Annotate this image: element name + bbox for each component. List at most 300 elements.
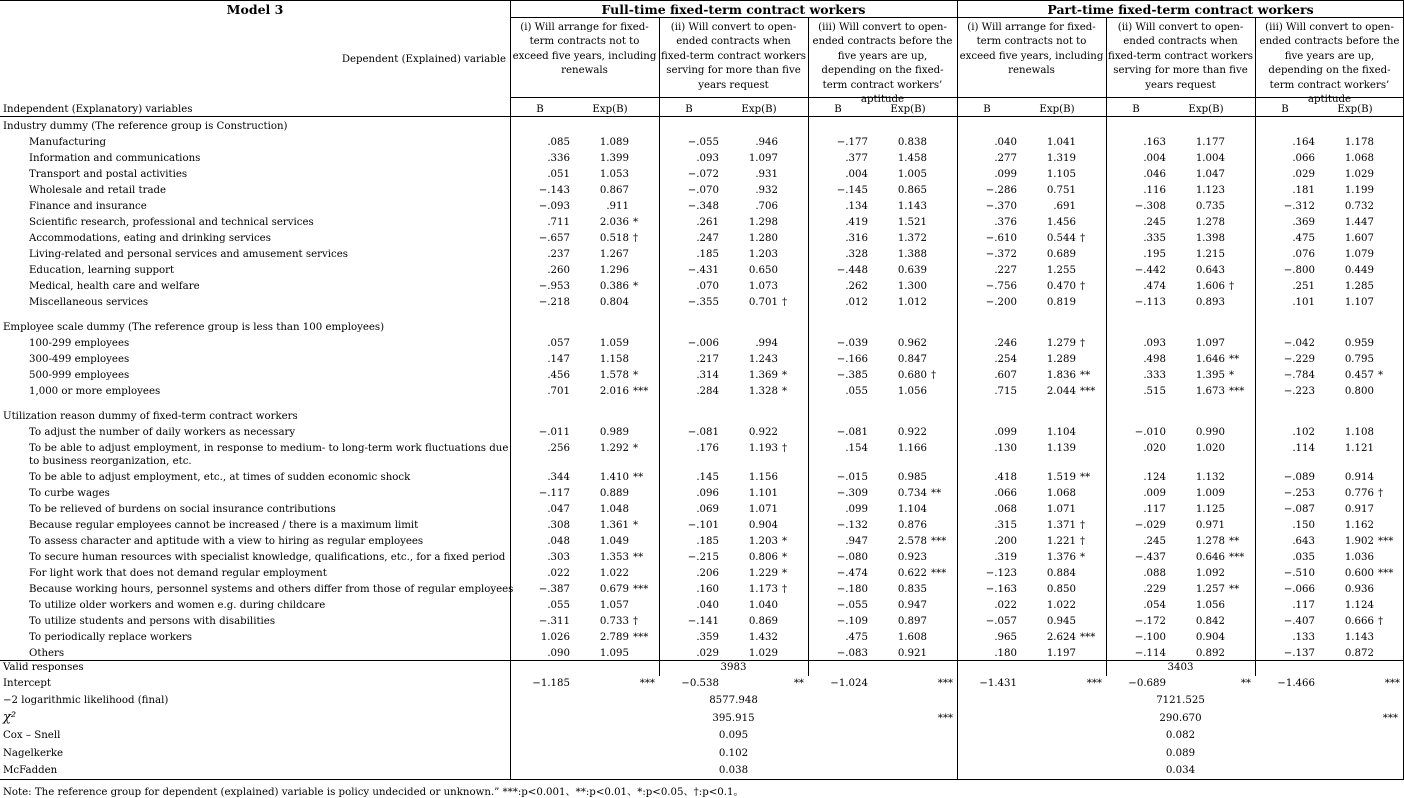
row-label: 100-299 employees bbox=[29, 338, 130, 349]
coef-expb: 2.016 bbox=[599, 386, 629, 397]
coef-b: .947 bbox=[845, 536, 868, 547]
coef-expb: 1.107 bbox=[1344, 297, 1374, 308]
coef-expb: 0.959 bbox=[1344, 338, 1374, 349]
group-label: Utilization reason dummy of fixed-term contract workers bbox=[3, 411, 298, 422]
row-label: To secure human resources with specialist knowledge, qualifications, etc., for a fixed period bbox=[29, 552, 506, 563]
significance: * bbox=[1080, 552, 1086, 563]
coef-b: .022 bbox=[547, 568, 570, 579]
coef-b: .715 bbox=[994, 386, 1017, 397]
coef-expb: 0.795 bbox=[1344, 354, 1374, 365]
coef-expb: 1.229 bbox=[748, 568, 778, 579]
coef-expb: 1.298 bbox=[748, 217, 778, 228]
coef-b: −.163 bbox=[985, 584, 1017, 595]
coef-expb: 1.458 bbox=[897, 153, 927, 164]
coef-expb: 2.044 bbox=[1046, 386, 1076, 397]
coef-b: .181 bbox=[1292, 185, 1315, 196]
coef-expb: 1.071 bbox=[748, 504, 778, 515]
significance: * bbox=[633, 520, 639, 531]
coef-expb: 1.068 bbox=[1046, 488, 1076, 499]
column-header: (ii) Will convert to open-ended contracts when fixed-term contract workers serving for more than five years request bbox=[661, 22, 806, 91]
coef-b: −.953 bbox=[538, 281, 570, 292]
coef-b: −.143 bbox=[538, 185, 570, 196]
significance: * bbox=[782, 552, 788, 563]
coef-b: .251 bbox=[1292, 281, 1315, 292]
chi-value: 290.670 bbox=[1159, 712, 1202, 724]
coef-b: −.348 bbox=[687, 201, 719, 212]
significance: * bbox=[633, 443, 639, 454]
coef-expb: 0.914 bbox=[1344, 472, 1374, 483]
expb-header: Exp(B) bbox=[1337, 104, 1373, 115]
column-divider bbox=[510, 0, 511, 779]
coef-expb: 0.884 bbox=[1046, 568, 1076, 579]
coef-b: .117 bbox=[1292, 600, 1315, 611]
coef-expb: 0.689 bbox=[1046, 249, 1076, 260]
coef-b: −.114 bbox=[1134, 648, 1166, 659]
significance: † bbox=[782, 584, 788, 595]
row-label: To utilize students and persons with disabilities bbox=[29, 616, 276, 627]
coef-expb: 1.040 bbox=[748, 600, 778, 611]
coef-expb: 1.673 bbox=[1195, 386, 1225, 397]
coef-expb: 1.089 bbox=[599, 137, 629, 148]
coef-b: .057 bbox=[547, 338, 570, 349]
mcf-value: 0.038 bbox=[718, 765, 749, 776]
significance: * bbox=[782, 386, 788, 397]
significance: † bbox=[1229, 281, 1235, 292]
coef-expb: 0.650 bbox=[748, 265, 778, 276]
coef-b: .185 bbox=[696, 536, 719, 547]
coef-expb: 1.279 bbox=[1046, 338, 1076, 349]
column-header: (i) Will arrange for fixed-term contracts not to exceed five years, including renewals bbox=[512, 22, 657, 77]
coef-b: −.011 bbox=[538, 427, 570, 438]
coef-b: −.072 bbox=[687, 169, 719, 180]
coef-b: .029 bbox=[696, 648, 719, 659]
coef-b: .335 bbox=[1143, 233, 1166, 244]
coef-expb: 1.105 bbox=[1046, 169, 1076, 180]
coef-expb: 1.296 bbox=[599, 265, 629, 276]
coef-expb: 1.285 bbox=[1344, 281, 1374, 292]
coef-expb: .931 bbox=[755, 169, 778, 180]
coef-b: .004 bbox=[845, 169, 868, 180]
coef-expb: 1.125 bbox=[1195, 504, 1225, 515]
coef-b: .090 bbox=[547, 648, 570, 659]
independent-label: Independent (Explanatory) variables bbox=[3, 104, 193, 115]
coef-b: .217 bbox=[696, 354, 719, 365]
coef-expb: 1.372 bbox=[897, 233, 927, 244]
coef-b: .200 bbox=[994, 536, 1017, 547]
coef-b: .227 bbox=[994, 265, 1017, 276]
expb-header: Exp(B) bbox=[741, 104, 777, 115]
coef-expb: 1.139 bbox=[1046, 443, 1076, 454]
coef-b: −.141 bbox=[687, 616, 719, 627]
coef-expb: 1.036 bbox=[1344, 552, 1374, 563]
row-label: To be able to adjust employment, etc., at times of sudden economic shock bbox=[29, 472, 411, 483]
coef-b: −.137 bbox=[1283, 648, 1315, 659]
significance: *** bbox=[633, 632, 649, 643]
significance: † bbox=[633, 233, 639, 244]
coef-b: .185 bbox=[696, 249, 719, 260]
b-header: B bbox=[536, 104, 544, 115]
expb-header: Exp(B) bbox=[1039, 104, 1075, 115]
coef-b: −.385 bbox=[836, 370, 868, 381]
coef-expb: 0.985 bbox=[897, 472, 927, 483]
rule bbox=[0, 116, 1404, 117]
significance: *** bbox=[1229, 552, 1245, 563]
coef-b: −.132 bbox=[836, 520, 868, 531]
coef-expb: 0.470 bbox=[1046, 281, 1076, 292]
coef-b: .474 bbox=[1143, 281, 1166, 292]
coef-expb: 1.177 bbox=[1195, 137, 1225, 148]
coef-expb: 0.804 bbox=[599, 297, 629, 308]
significance: *** bbox=[1378, 568, 1394, 579]
significance: * bbox=[1229, 370, 1235, 381]
coef-expb: .706 bbox=[755, 201, 778, 212]
coef-expb: 1.607 bbox=[1344, 233, 1374, 244]
coef-b: .195 bbox=[1143, 249, 1166, 260]
coef-expb: 1.398 bbox=[1195, 233, 1225, 244]
coef-expb: 1.022 bbox=[599, 568, 629, 579]
coef-expb: 2.789 bbox=[599, 632, 629, 643]
coef-expb: 0.838 bbox=[897, 137, 927, 148]
coef-expb: 1.012 bbox=[897, 297, 927, 308]
coef-expb: 1.456 bbox=[1046, 217, 1076, 228]
coef-expb: 0.835 bbox=[897, 584, 927, 595]
row-label: Accommodations, eating and drinking services bbox=[29, 233, 271, 244]
intercept-b: −1.431 bbox=[979, 677, 1017, 689]
significance: † bbox=[1080, 338, 1086, 349]
coef-expb: 1.029 bbox=[748, 648, 778, 659]
coef-b: −.431 bbox=[687, 265, 719, 276]
coef-b: .055 bbox=[547, 600, 570, 611]
coef-expb: 1.388 bbox=[897, 249, 927, 260]
row-label: To utilize older workers and women e.g. during childcare bbox=[29, 600, 326, 611]
significance: *** bbox=[931, 536, 947, 547]
coef-b: −.039 bbox=[836, 338, 868, 349]
coef-expb: 0.922 bbox=[897, 427, 927, 438]
coef-expb: 0.917 bbox=[1344, 504, 1374, 515]
coef-expb: 1.166 bbox=[897, 443, 927, 454]
coef-expb: 1.101 bbox=[748, 488, 778, 499]
column-divider bbox=[957, 0, 958, 779]
coef-b: .284 bbox=[696, 386, 719, 397]
significance: * bbox=[633, 217, 639, 228]
coef-expb: 1.073 bbox=[748, 281, 778, 292]
mcf-label: McFadden bbox=[3, 765, 58, 776]
coef-expb: 0.865 bbox=[897, 185, 927, 196]
coef-b: .261 bbox=[696, 217, 719, 228]
coef-expb: 0.847 bbox=[897, 354, 927, 365]
coef-b: −.215 bbox=[687, 552, 719, 563]
rule bbox=[0, 0, 1404, 1]
group-label: Industry dummy (The reference group is Construction) bbox=[3, 121, 288, 132]
coef-expb: 1.267 bbox=[599, 249, 629, 260]
column-divider bbox=[808, 17, 809, 676]
coef-expb: 1.197 bbox=[1046, 648, 1076, 659]
coef-expb: 0.622 bbox=[897, 568, 927, 579]
coef-expb: 1.071 bbox=[1046, 504, 1076, 515]
coef-b: .333 bbox=[1143, 370, 1166, 381]
significance: * bbox=[782, 568, 788, 579]
coef-b: .369 bbox=[1292, 217, 1315, 228]
coef-expb: 1.243 bbox=[748, 354, 778, 365]
coef-b: −.312 bbox=[1283, 201, 1315, 212]
coef-b: −.006 bbox=[687, 338, 719, 349]
coef-expb: 1.143 bbox=[1344, 632, 1374, 643]
coef-b: .245 bbox=[1143, 536, 1166, 547]
valid-label: Valid responses bbox=[3, 662, 84, 673]
cox-value: 0.095 bbox=[718, 730, 749, 741]
coef-b: .012 bbox=[845, 297, 868, 308]
coef-expb: 1.608 bbox=[897, 632, 927, 643]
coef-expb: 1.178 bbox=[1344, 137, 1374, 148]
coef-b: −.177 bbox=[836, 137, 868, 148]
coef-b: −.113 bbox=[1134, 297, 1166, 308]
coef-b: .070 bbox=[696, 281, 719, 292]
coef-b: −.372 bbox=[985, 249, 1017, 260]
chi-value: 395.915 bbox=[712, 712, 755, 724]
valid-value: 3403 bbox=[1167, 662, 1194, 673]
coef-b: .093 bbox=[696, 153, 719, 164]
coef-expb: 1.056 bbox=[1195, 600, 1225, 611]
coef-b: −.083 bbox=[836, 648, 868, 659]
coef-expb: 1.123 bbox=[1195, 185, 1225, 196]
part-time-title: Part-time fixed-term contract workers bbox=[1047, 2, 1314, 17]
significance: ** bbox=[633, 472, 644, 483]
dependent-label: Dependent (Explained) variable bbox=[341, 54, 506, 65]
coef-b: .116 bbox=[1143, 185, 1166, 196]
coef-expb: 1.158 bbox=[599, 354, 629, 365]
coef-expb: 0.922 bbox=[748, 427, 778, 438]
coef-b: −.437 bbox=[1134, 552, 1166, 563]
coef-expb: 1.353 bbox=[599, 552, 629, 563]
coef-b: .114 bbox=[1292, 443, 1315, 454]
coef-expb: 1.121 bbox=[1344, 443, 1374, 454]
row-label: To assess character and aptitude with a view to hiring as regular employees bbox=[29, 536, 424, 547]
significance: *** bbox=[1378, 536, 1394, 547]
coef-expb: 0.921 bbox=[897, 648, 927, 659]
coef-expb: 1.104 bbox=[1046, 427, 1076, 438]
coef-b: −.657 bbox=[538, 233, 570, 244]
coef-b: .147 bbox=[547, 354, 570, 365]
coef-b: .277 bbox=[994, 153, 1017, 164]
coef-expb: 0.600 bbox=[1344, 568, 1374, 579]
row-label: To be relieved of burdens on social insurance contributions bbox=[29, 504, 336, 515]
coef-expb: 0.680 bbox=[897, 370, 927, 381]
coef-b: .102 bbox=[1292, 427, 1315, 438]
b-header: B bbox=[834, 104, 842, 115]
coef-b: −.800 bbox=[1283, 265, 1315, 276]
coef-expb: 0.806 bbox=[748, 552, 778, 563]
coef-expb: 0.842 bbox=[1195, 616, 1225, 627]
coef-b: .066 bbox=[1292, 153, 1315, 164]
significance: † bbox=[1080, 281, 1086, 292]
coef-b: .069 bbox=[696, 504, 719, 515]
nagel-value: 0.102 bbox=[718, 747, 749, 759]
coef-expb: 1.300 bbox=[897, 281, 927, 292]
coef-b: .419 bbox=[845, 217, 868, 228]
significance: † bbox=[1080, 536, 1086, 547]
coef-b: .308 bbox=[547, 520, 570, 531]
coef-expb: 1.056 bbox=[897, 386, 927, 397]
coef-expb: 0.990 bbox=[1195, 427, 1225, 438]
coef-expb: 0.945 bbox=[1046, 616, 1076, 627]
coef-b: −.070 bbox=[687, 185, 719, 196]
coef-b: .020 bbox=[1143, 443, 1166, 454]
significance: † bbox=[1080, 233, 1086, 244]
coef-expb: 0.971 bbox=[1195, 520, 1225, 531]
coef-expb: .932 bbox=[755, 185, 778, 196]
row-label: Others bbox=[29, 648, 65, 659]
coef-expb: 1.132 bbox=[1195, 472, 1225, 483]
coef-b: .134 bbox=[845, 201, 868, 212]
coef-expb: 2.036 bbox=[599, 217, 629, 228]
significance: *** bbox=[633, 386, 649, 397]
coef-b: −.308 bbox=[1134, 201, 1166, 212]
row-label: Medical, health care and welfare bbox=[29, 281, 200, 292]
coef-b: −.123 bbox=[985, 568, 1017, 579]
significance: *** bbox=[1229, 386, 1245, 397]
coef-expb: 0.889 bbox=[599, 488, 629, 499]
intercept-sig: *** bbox=[639, 677, 655, 689]
row-label: Because regular employees cannot be increased / there is a maximum limit bbox=[29, 520, 419, 531]
coef-b: .099 bbox=[845, 504, 868, 515]
coef-b: .154 bbox=[845, 443, 868, 454]
coef-b: .965 bbox=[994, 632, 1017, 643]
coef-b: −.042 bbox=[1283, 338, 1315, 349]
significance: ** bbox=[1229, 536, 1240, 547]
column-divider bbox=[659, 17, 660, 676]
coef-expb: 0.850 bbox=[1046, 584, 1076, 595]
coef-expb: 1.059 bbox=[599, 338, 629, 349]
coef-b: .022 bbox=[994, 600, 1017, 611]
coef-expb: 1.004 bbox=[1195, 153, 1225, 164]
group-label: Employee scale dummy (The reference group is less than 100 employees) bbox=[3, 322, 385, 333]
significance: * bbox=[782, 370, 788, 381]
coef-b: −.180 bbox=[836, 584, 868, 595]
coef-expb: 1.292 bbox=[599, 443, 629, 454]
coef-expb: 0.544 bbox=[1046, 233, 1076, 244]
coef-expb: 1.022 bbox=[1046, 600, 1076, 611]
row-label: To periodically replace workers bbox=[29, 632, 193, 643]
coef-expb: 1.361 bbox=[599, 520, 629, 531]
coef-b: .051 bbox=[547, 169, 570, 180]
chi-label: χ² bbox=[3, 709, 17, 725]
intercept-label: Intercept bbox=[3, 677, 51, 689]
coef-expb: 1.199 bbox=[1344, 185, 1374, 196]
coef-b: −.370 bbox=[985, 201, 1017, 212]
coef-expb: 0.936 bbox=[1344, 584, 1374, 595]
coef-expb: 1.280 bbox=[748, 233, 778, 244]
coef-expb: 0.449 bbox=[1344, 265, 1374, 276]
coef-b: .150 bbox=[1292, 520, 1315, 531]
coef-expb: .994 bbox=[755, 338, 778, 349]
coef-b: −.093 bbox=[538, 201, 570, 212]
coef-expb: 0.701 bbox=[748, 297, 778, 308]
coef-b: .303 bbox=[547, 552, 570, 563]
coef-expb: 1.521 bbox=[897, 217, 927, 228]
coef-expb: 0.732 bbox=[1344, 201, 1374, 212]
row-label: Living-related and personal services and amusement services bbox=[29, 249, 348, 260]
coef-expb: 1.068 bbox=[1344, 153, 1374, 164]
coef-b: .336 bbox=[547, 153, 570, 164]
coef-b: −.166 bbox=[836, 354, 868, 365]
coef-b: .246 bbox=[994, 338, 1017, 349]
loglik-label: −2 logarithmic likelihood (final) bbox=[3, 695, 169, 706]
row-label: 1,000 or more employees bbox=[29, 386, 161, 397]
row-label: To adjust the number of daily workers as necessary bbox=[29, 427, 296, 438]
coef-b: .163 bbox=[1143, 137, 1166, 148]
coef-b: .254 bbox=[994, 354, 1017, 365]
coef-b: .359 bbox=[696, 632, 719, 643]
significance: ** bbox=[1229, 354, 1240, 365]
coef-b: .262 bbox=[845, 281, 868, 292]
coef-expb: .691 bbox=[1053, 201, 1076, 212]
coef-expb: 0.819 bbox=[1046, 297, 1076, 308]
full-time-title: Full-time fixed-term contract workers bbox=[601, 2, 866, 17]
coef-b: .160 bbox=[696, 584, 719, 595]
coef-b: −.087 bbox=[1283, 504, 1315, 515]
coef-expb: 1.902 bbox=[1344, 536, 1374, 547]
coef-expb: 1.376 bbox=[1046, 552, 1076, 563]
coef-b: .180 bbox=[994, 648, 1017, 659]
significance: † bbox=[782, 443, 788, 454]
mcf-value: 0.034 bbox=[1165, 765, 1196, 776]
coef-b: .316 bbox=[845, 233, 868, 244]
coef-b: .247 bbox=[696, 233, 719, 244]
chi-sig: *** bbox=[1382, 712, 1398, 724]
coef-b: −.055 bbox=[836, 600, 868, 611]
coef-b: .130 bbox=[994, 443, 1017, 454]
coef-expb: 0.904 bbox=[1195, 632, 1225, 643]
coef-expb: 1.041 bbox=[1046, 137, 1076, 148]
coef-expb: 1.319 bbox=[1046, 153, 1076, 164]
coef-b: −.101 bbox=[687, 520, 719, 531]
coef-expb: 0.733 bbox=[599, 616, 629, 627]
coef-expb: 0.643 bbox=[1195, 265, 1225, 276]
coef-b: −.442 bbox=[1134, 265, 1166, 276]
model-label: Model 3 bbox=[226, 2, 284, 17]
coef-expb: 0.869 bbox=[748, 616, 778, 627]
significance: ** bbox=[633, 552, 644, 563]
coef-b: .376 bbox=[994, 217, 1017, 228]
row-label: Education, learning support bbox=[29, 265, 175, 276]
coef-b: −.117 bbox=[538, 488, 570, 499]
coef-expb: 1.095 bbox=[599, 648, 629, 659]
rule bbox=[0, 779, 1404, 780]
coef-b: −.080 bbox=[836, 552, 868, 563]
coef-b: .145 bbox=[696, 472, 719, 483]
coef-expb: .946 bbox=[755, 137, 778, 148]
coef-expb: 1.097 bbox=[748, 153, 778, 164]
nagel-value: 0.089 bbox=[1165, 747, 1196, 759]
coef-b: .054 bbox=[1143, 600, 1166, 611]
coef-b: .256 bbox=[547, 443, 570, 454]
column-header: (iii) Will convert to open-ended contracts before the five years are up, depending on the fixed-term contract workers’ aptitude bbox=[1259, 22, 1400, 106]
coef-b: −.407 bbox=[1283, 616, 1315, 627]
chi-sig: *** bbox=[937, 712, 953, 724]
coef-b: .701 bbox=[547, 386, 570, 397]
b-header: B bbox=[685, 104, 693, 115]
coef-b: .040 bbox=[696, 600, 719, 611]
coef-expb: 0.867 bbox=[599, 185, 629, 196]
coef-b: .315 bbox=[994, 520, 1017, 531]
intercept-b: −0.689 bbox=[1128, 677, 1166, 689]
intercept-b: −1.185 bbox=[532, 677, 570, 689]
coef-expb: 1.104 bbox=[897, 504, 927, 515]
coef-expb: 1.257 bbox=[1195, 584, 1225, 595]
coef-expb: 0.679 bbox=[599, 584, 629, 595]
intercept-sig: ** bbox=[1240, 677, 1251, 689]
coef-b: −.109 bbox=[836, 616, 868, 627]
